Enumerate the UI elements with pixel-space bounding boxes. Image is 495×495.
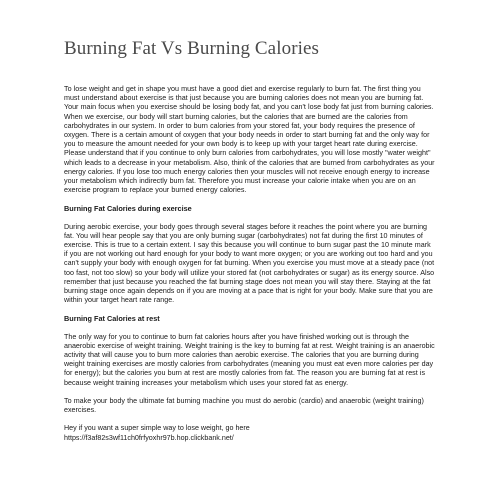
affiliate-link[interactable]: https://f3af82s3wf11ch0frfyoxhr97b.hop.clickbank.net/ [64, 433, 234, 442]
document-body [64, 85, 436, 443]
section-heading-at-rest: Burning Fat Calories at rest [64, 314, 160, 324]
section-paragraph-at-rest: The only way for you to continue to burn fat calories hours after you have finished working out is through the anaerobic exercise of weight training. Weight training is the key to burning fat at rest. Weight training is an anaerobic activity that will cause you to burn more calories than aerobic exercise. The calories that you are burning during weight training exercises are mostly calories from carbohydrates (meaning you must eat even more calories per day for energy); but the calories you burn at rest are mostly calories from fat. The reason you are burning fat at rest is because weight training increases your metabolism which uses your stored fat as energy. [64, 332, 435, 387]
document-title: Burning Fat Vs Burning Calories [64, 38, 320, 59]
section-paragraph-during-exercise: During aerobic exercise, your body goes through several stages before it reaches the point where you are burning fat. You will hear people say that you are only burning sugar (carbohydrates) not fat during the first 10 minutes of exercise. This is true to a certain extent. I say this because you will continue to burn sugar past the 10 minute mark if you are not working out hard enough for your body to want more oxygen; or you are working out too hard and you can't supply your body with enough oxygen for fat burning. When you exercise you must move at a steady pace (not too fast, not too slow) so your body will utilize your stored fat (not carbohydrates or sugar) as its energy source. Also remember that just because you reached the fat burning stage does not mean you will stay there. Staying at the fat burning stage once again depends on if you are moving at a pace that is right for your body. Make sure that you are within your target heart rate range. [64, 222, 435, 305]
intro-paragraph: To lose weight and get in shape you must have a good diet and exercise regularly to burn fat. The first thing you must understand about exercise is that just because you are burning calories does not mean you are burning fat. Your main focus when you exercise should be losing body fat, and you can't lose body fat just from burning calories. When we exercise, our body will start burning calories, but the calories that are burned are the calories from carbohydrates in our system. In order to burn calories from your stored fat, your body requires the presence of oxygen. There is a certain amount of oxygen that your body needs in order to start burning fat and the only way for you to measure the amount needed for your own body is to keep up with your target heart rate during exercise. Please understand that if you continue to only burn calories from carbohydrates, you will lose mostly "water weight" which leads to a decrease in your metabolism. Also, think of the calories that are burned from carbohydrates as your energy calories. If you lose too much energy calories then your muscles will not receive enough energy to increase your metabolism which indirectly burn fat. Therefore you must increase your calorie intake when you are on an exercise program to replace your burned energy calories. [64, 85, 435, 195]
closing-paragraph [64, 424, 436, 442]
conclusion-paragraph: To make your body the ultimate fat burning machine you must do aerobic (cardio) and anaerobic (weight training) exercises. [64, 396, 424, 415]
closing-text: Hey if you want a super simple way to lose weight, go here [64, 424, 250, 433]
section-heading-during-exercise: Burning Fat Calories during exercise [64, 204, 192, 214]
